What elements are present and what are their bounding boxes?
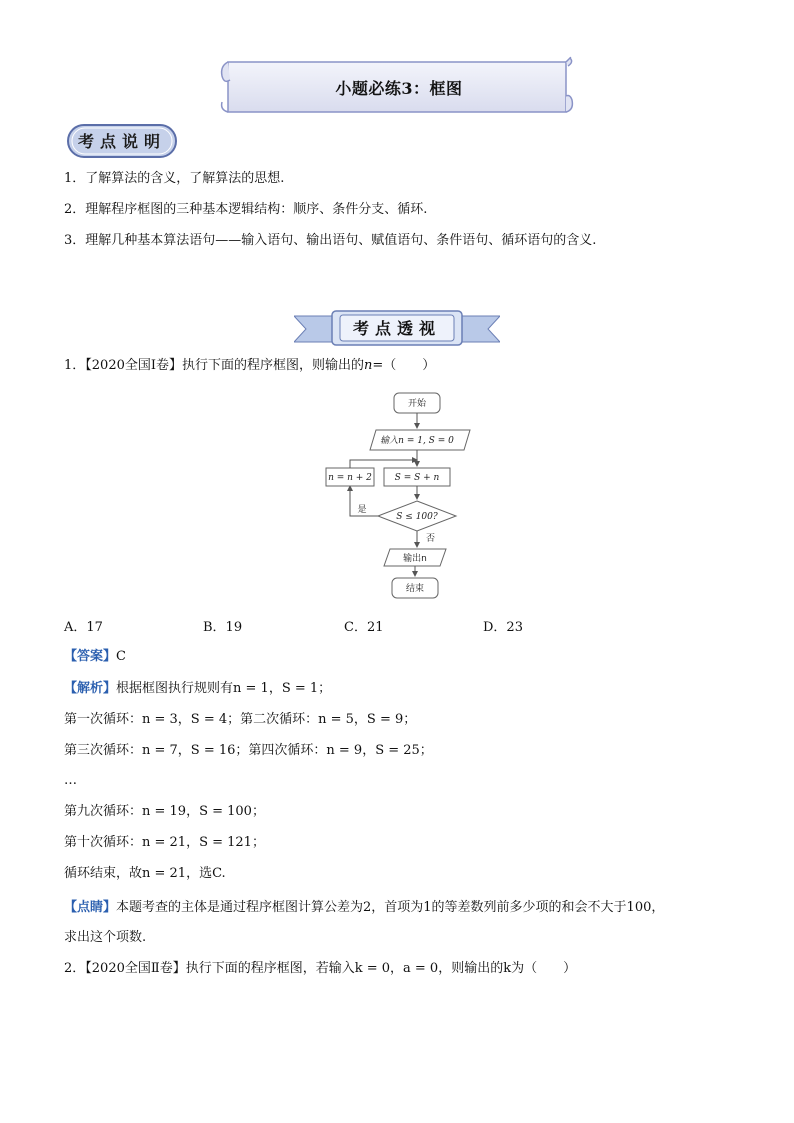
comment-line-1: 【点睛】本题考查的主体是通过程序框图计算公差为2，首项为1的等差数列前多少项的和会不大于100，	[64, 900, 665, 915]
section-badge-label: 考点说明	[77, 132, 166, 151]
q1-flowchart	[310, 388, 480, 602]
fc-start: 开始	[407, 399, 427, 409]
fc-end: 结束	[405, 584, 425, 594]
option-a: A．17	[64, 620, 103, 635]
fc-assign-s: S = S + n	[394, 473, 440, 483]
analysis-line-3: 第三次循环：n = 7，S = 16；第四次循环：n = 9，S = 25；	[64, 743, 433, 758]
analysis-line-1: 【解析】根据框图执行规则有n = 1，S = 1；	[64, 681, 332, 696]
point-3: 3．理解几种基本算法语句——输入语句、输出语句、赋值语句、条件语句、循环语句的含义.	[64, 233, 597, 248]
fc-assign-n: n = n + 2	[328, 473, 372, 483]
q2-stem: 2．【2020全国Ⅱ卷】执行下面的程序框图，若输入k = 0，a = 0，则输出的k为（ ）	[64, 961, 577, 976]
analysis-line-4: …	[64, 773, 77, 788]
analysis-line-7: 循环结束，故n = 21，选C.	[64, 866, 226, 881]
option-d: D．23	[483, 620, 523, 635]
section-ribbon-label: 考点透视	[352, 319, 441, 338]
option-c: C．21	[344, 620, 384, 635]
point-2: 2．理解程序框图的三种基本逻辑结构：顺序、条件分支、循环.	[64, 202, 428, 217]
analysis-line-2: 第一次循环：n = 3，S = 4；第二次循环：n = 5，S = 9；	[64, 712, 417, 727]
fc-output: 输出n	[403, 554, 427, 564]
fc-no: 否	[426, 534, 436, 544]
point-1: 1．了解算法的含义，了解算法的思想.	[64, 171, 285, 186]
answer-line: 【答案】C	[64, 649, 126, 664]
analysis-line-6: 第十次循环：n = 21，S = 121；	[64, 835, 265, 850]
fc-yes: 是	[357, 505, 367, 515]
page-title: 小题必练3：框图	[335, 79, 463, 98]
q1-stem: 1．【2020全国Ⅰ卷】执行下面的程序框图，则输出的n=（ ）	[64, 358, 436, 373]
analysis-line-5: 第九次循环：n = 19，S = 100；	[64, 804, 265, 819]
fc-condition: S ≤ 100?	[396, 512, 438, 522]
option-b: B．19	[203, 620, 243, 635]
fc-input: 输入n = 1, S = 0	[380, 436, 454, 446]
comment-line-2: 求出这个项数.	[64, 930, 147, 945]
